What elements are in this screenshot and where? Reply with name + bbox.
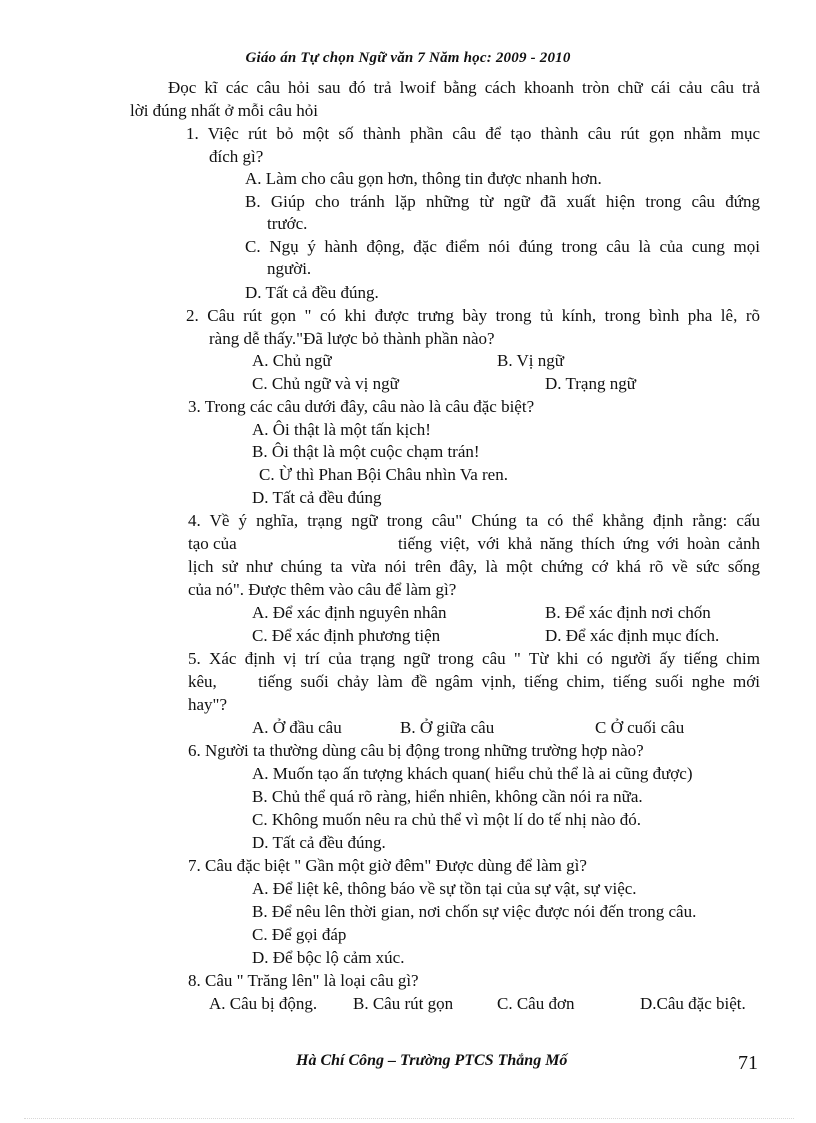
question-7: 7. Câu đặc biệt " Gần một giờ đêm" Được dùng để làm gì? — [188, 856, 587, 875]
q7-option-b: B. Để nêu lên thời gian, nơi chốn sự việc được nói đến trong câu. — [252, 902, 697, 921]
question-4-cont-a: tạo của — [188, 534, 237, 553]
question-5-cont: kêu, tiếng suối chảy làm đề ngâm vịnh, tiếng chim, tiếng suối nghe mới — [188, 672, 760, 691]
question-4: 4. Về ý nghĩa, trạng ngữ trong câu" Chúng ta có thể khẳng định rằng: cấu — [188, 511, 760, 530]
footer-author: Hà Chí Công – Trường PTCS Thắng Mố — [296, 1052, 568, 1069]
q8-option-a: A. Câu bị động. — [209, 994, 318, 1013]
q6-option-a: A. Muốn tạo ấn tượng khách quan( hiểu chủ thể là ai cũng được) — [252, 764, 693, 783]
question-4-cont-b: tiếng việt, với khả năng thích ứng với hoàn cảnh — [398, 534, 760, 553]
q2-option-a: A. Chủ ngữ — [252, 351, 332, 370]
question-1-cont: đích gì? — [209, 147, 264, 166]
q1-option-a: A. Làm cho câu gọn hơn, thông tin được nhanh hơn. — [245, 169, 602, 188]
page-header: Giáo án Tự chọn Ngữ văn 7 Năm học: 2009 - 2010 — [245, 50, 571, 66]
q6-option-b: B. Chủ thể quá rõ ràng, hiển nhiên, không cần nói ra nữa. — [252, 787, 643, 806]
page-number: 71 — [738, 1052, 758, 1074]
q4-option-c: C. Để xác định phương tiện — [252, 626, 441, 645]
q2-option-d: D. Trạng ngữ — [545, 374, 636, 393]
q6-option-d: D. Tất cả đều đúng. — [252, 833, 386, 852]
q1-option-d: D. Tất cả đều đúng. — [245, 283, 379, 302]
intro-line-2: lời đúng nhất ở mỗi câu hỏi — [130, 101, 318, 120]
q6-option-c: C. Không muốn nêu ra chủ thể vì một lí do tế nhị nào đó. — [252, 810, 642, 829]
question-1: 1. Việc rút bỏ một số thành phần câu để tạo thành câu rút gọn nhằm mục — [186, 124, 760, 143]
q3-option-a: A. Ôi thật là một tấn kịch! — [252, 420, 431, 439]
question-3: 3. Trong các câu dưới đây, câu nào là câu đặc biệt? — [188, 397, 535, 416]
q5-option-b: B. Ở giữa câu — [400, 718, 495, 737]
q5-option-a: A. Ở đầu câu — [252, 718, 342, 737]
q2-option-b: B. Vị ngữ — [497, 351, 564, 370]
q3-option-c: C. Ừ thì Phan Bội Châu nhìn Va ren. — [259, 465, 508, 484]
question-2-cont: ràng dễ thấy."Đã lược bỏ thành phần nào? — [209, 329, 495, 348]
question-8: 8. Câu " Trăng lên" là loại câu gì? — [188, 971, 419, 990]
question-4-cont-3: của nó". Được thêm vào câu để làm gì? — [188, 580, 457, 599]
q4-option-a: A. Để xác định nguyên nhân — [252, 603, 447, 622]
q3-option-b: B. Ôi thật là một cuộc chạm trán! — [252, 442, 480, 461]
q7-option-d: D. Để bộc lộ cảm xúc. — [252, 948, 405, 967]
question-5: 5. Xác định vị trí của trạng ngữ trong câu " Từ khi có người ấy tiếng chim — [188, 649, 760, 668]
question-5-cont-2: hay"? — [188, 695, 228, 714]
q5-option-c: C Ở cuối câu — [595, 718, 685, 737]
page-bottom-divider — [24, 1118, 794, 1119]
q3-option-d: D. Tất cả đều đúng — [252, 488, 382, 507]
q2-option-c: C. Chủ ngữ và vị ngữ — [252, 374, 399, 393]
q1-option-c-cont: người. — [267, 259, 312, 278]
q8-option-b: B. Câu rút gọn — [353, 994, 454, 1013]
q7-option-c: C. Để gọi đáp — [252, 925, 347, 944]
q1-option-b: B. Giúp cho tránh lặp những từ ngữ đã xuất hiện trong câu đứng — [245, 192, 760, 211]
q1-option-c: C. Ngụ ý hành động, đặc điểm nói đúng trong câu là của cung mọi — [245, 237, 760, 256]
q4-option-d: D. Để xác định mục đích. — [545, 626, 720, 645]
q8-option-d: D.Câu đặc biệt. — [640, 994, 746, 1013]
question-2: 2. Câu rút gọn " có khi được trưng bày trong tủ kính, trong bình pha lê, rõ — [186, 306, 760, 325]
intro-line-1: Đọc kĩ các câu hỏi sau đó trả lwoif bằng cách khoanh tròn chữ cái cảu câu trả — [168, 78, 760, 97]
q8-option-c: C. Câu đơn — [497, 994, 575, 1013]
question-4-cont-2: lịch sử như chúng ta vừa nói trên đây, là một chứng cớ khá rõ về sức sống — [188, 557, 760, 576]
q4-option-b: B. Để xác định nơi chốn — [545, 603, 711, 622]
q1-option-b-cont: trước. — [267, 214, 308, 233]
question-6: 6. Người ta thường dùng câu bị động trong những trường hợp nào? — [188, 741, 644, 760]
q7-option-a: A. Để liệt kê, thông báo về sự tồn tại của sự vật, sự việc. — [252, 879, 637, 898]
